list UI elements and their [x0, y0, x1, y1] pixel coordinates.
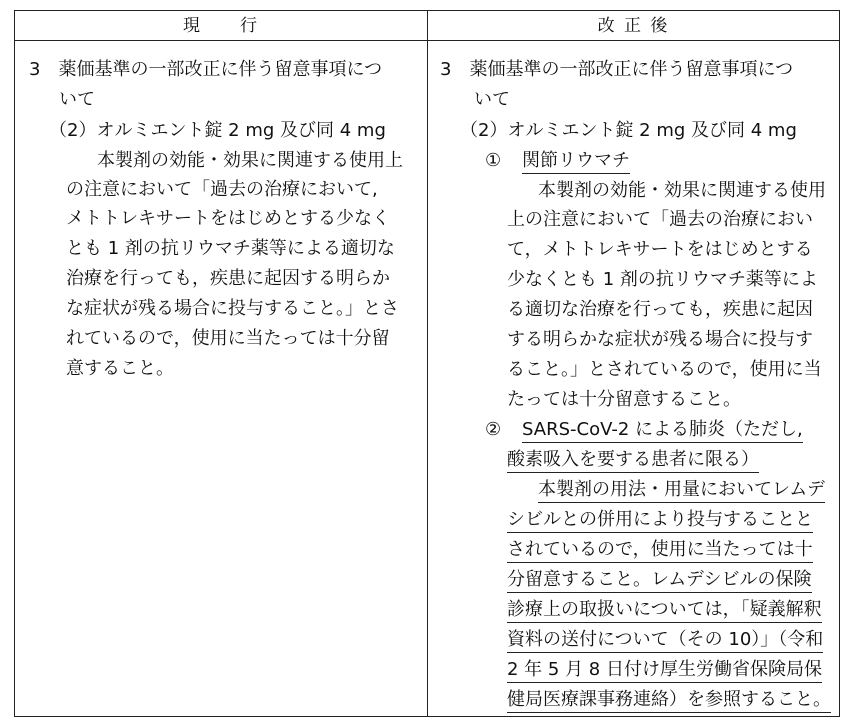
revised-text-line: 上の注意において「過去の治療におい [507, 209, 813, 230]
current-text-line: な症状が残る場合に投与すること。」とさ [66, 298, 399, 319]
current-section-heading-cont: いて [59, 89, 95, 110]
current-text-line: 意すること。 [66, 358, 174, 379]
revised-text-line: ること。」とされているので，使用に当 [507, 359, 822, 380]
added-text-line: 2 年 5 月 8 日付け厚生労働省保険局保 [507, 658, 822, 683]
current-section-heading: 3 薬価基準の一部改正に伴う留意事項につ [29, 59, 383, 80]
header-revised: 改 正 後 [427, 11, 839, 41]
current-text-line: 本製剤の効能・効果に関連する使用上 [97, 150, 403, 171]
current-text-line: とも 1 剤の抗リウマチ薬等による適切な [66, 238, 395, 259]
subheading-covid-pneumonia: SARS-CoV-2 による肺炎（ただし, [522, 418, 803, 443]
current-text-line: の注意において「過去の治療において, [66, 179, 378, 200]
current-column [15, 41, 427, 716]
current-item-heading: （2）オルミエント錠 2 mg 及び同 4 mg [49, 120, 386, 141]
current-text-line: メトトレキサートをはじめとする少なく [66, 208, 390, 229]
revised-text-line: る適切な治療を行っても，疾患に起因 [507, 299, 813, 320]
circled-one-marker: ① [485, 150, 502, 171]
circled-two-marker: ② [485, 419, 502, 440]
current-text-line: 治療を行っても，疾患に起因する明らか [66, 268, 390, 289]
added-text-line: されているので，使用に当たっては十 [507, 538, 813, 563]
revised-text-line: たっては十分留意すること。 [507, 389, 741, 410]
revised-text-line: する明らかな症状が残る場合に投与す [507, 329, 813, 350]
revised-column [427, 41, 839, 716]
revised-text-line: 本製剤の効能・効果に関連する使用 [538, 180, 826, 201]
added-text-line: シビルとの併用により投与することと [507, 508, 813, 533]
header-current: 現 行 [15, 11, 427, 41]
revised-text-line: 少なくとも 1 剤の抗リウマチ薬等によ [507, 269, 818, 290]
comparison-table [14, 10, 840, 717]
added-text-line: 資料の送付について（その 10）」（令和 [507, 628, 823, 653]
revised-item-heading: （2）オルミエント錠 2 mg 及び同 4 mg [460, 120, 797, 141]
subheading-rheumatoid-arthritis: 関節リウマチ [522, 149, 630, 174]
revised-section-heading: 3 薬価基準の一部改正に伴う留意事項につ [440, 59, 794, 80]
subheading-covid-pneumonia-cont: 酸素吸入を要する患者に限る） [507, 448, 759, 473]
revised-section-heading-cont: いて [474, 89, 510, 110]
revised-text-line: て，メトトレキサートをはじめとする [507, 239, 813, 260]
added-text-line: 分留意すること。レムデシビルの保険 [507, 568, 812, 593]
current-text-line: れているので，使用に当たっては十分留 [66, 328, 390, 349]
added-text-line: 健局医療課事務連絡）を参照すること。 [507, 688, 831, 713]
added-text-line: 本製剤の用法・用量においてレムデ [538, 478, 825, 503]
added-text-line: 診療上の取扱いについては，「疑義解釈 [507, 598, 822, 623]
